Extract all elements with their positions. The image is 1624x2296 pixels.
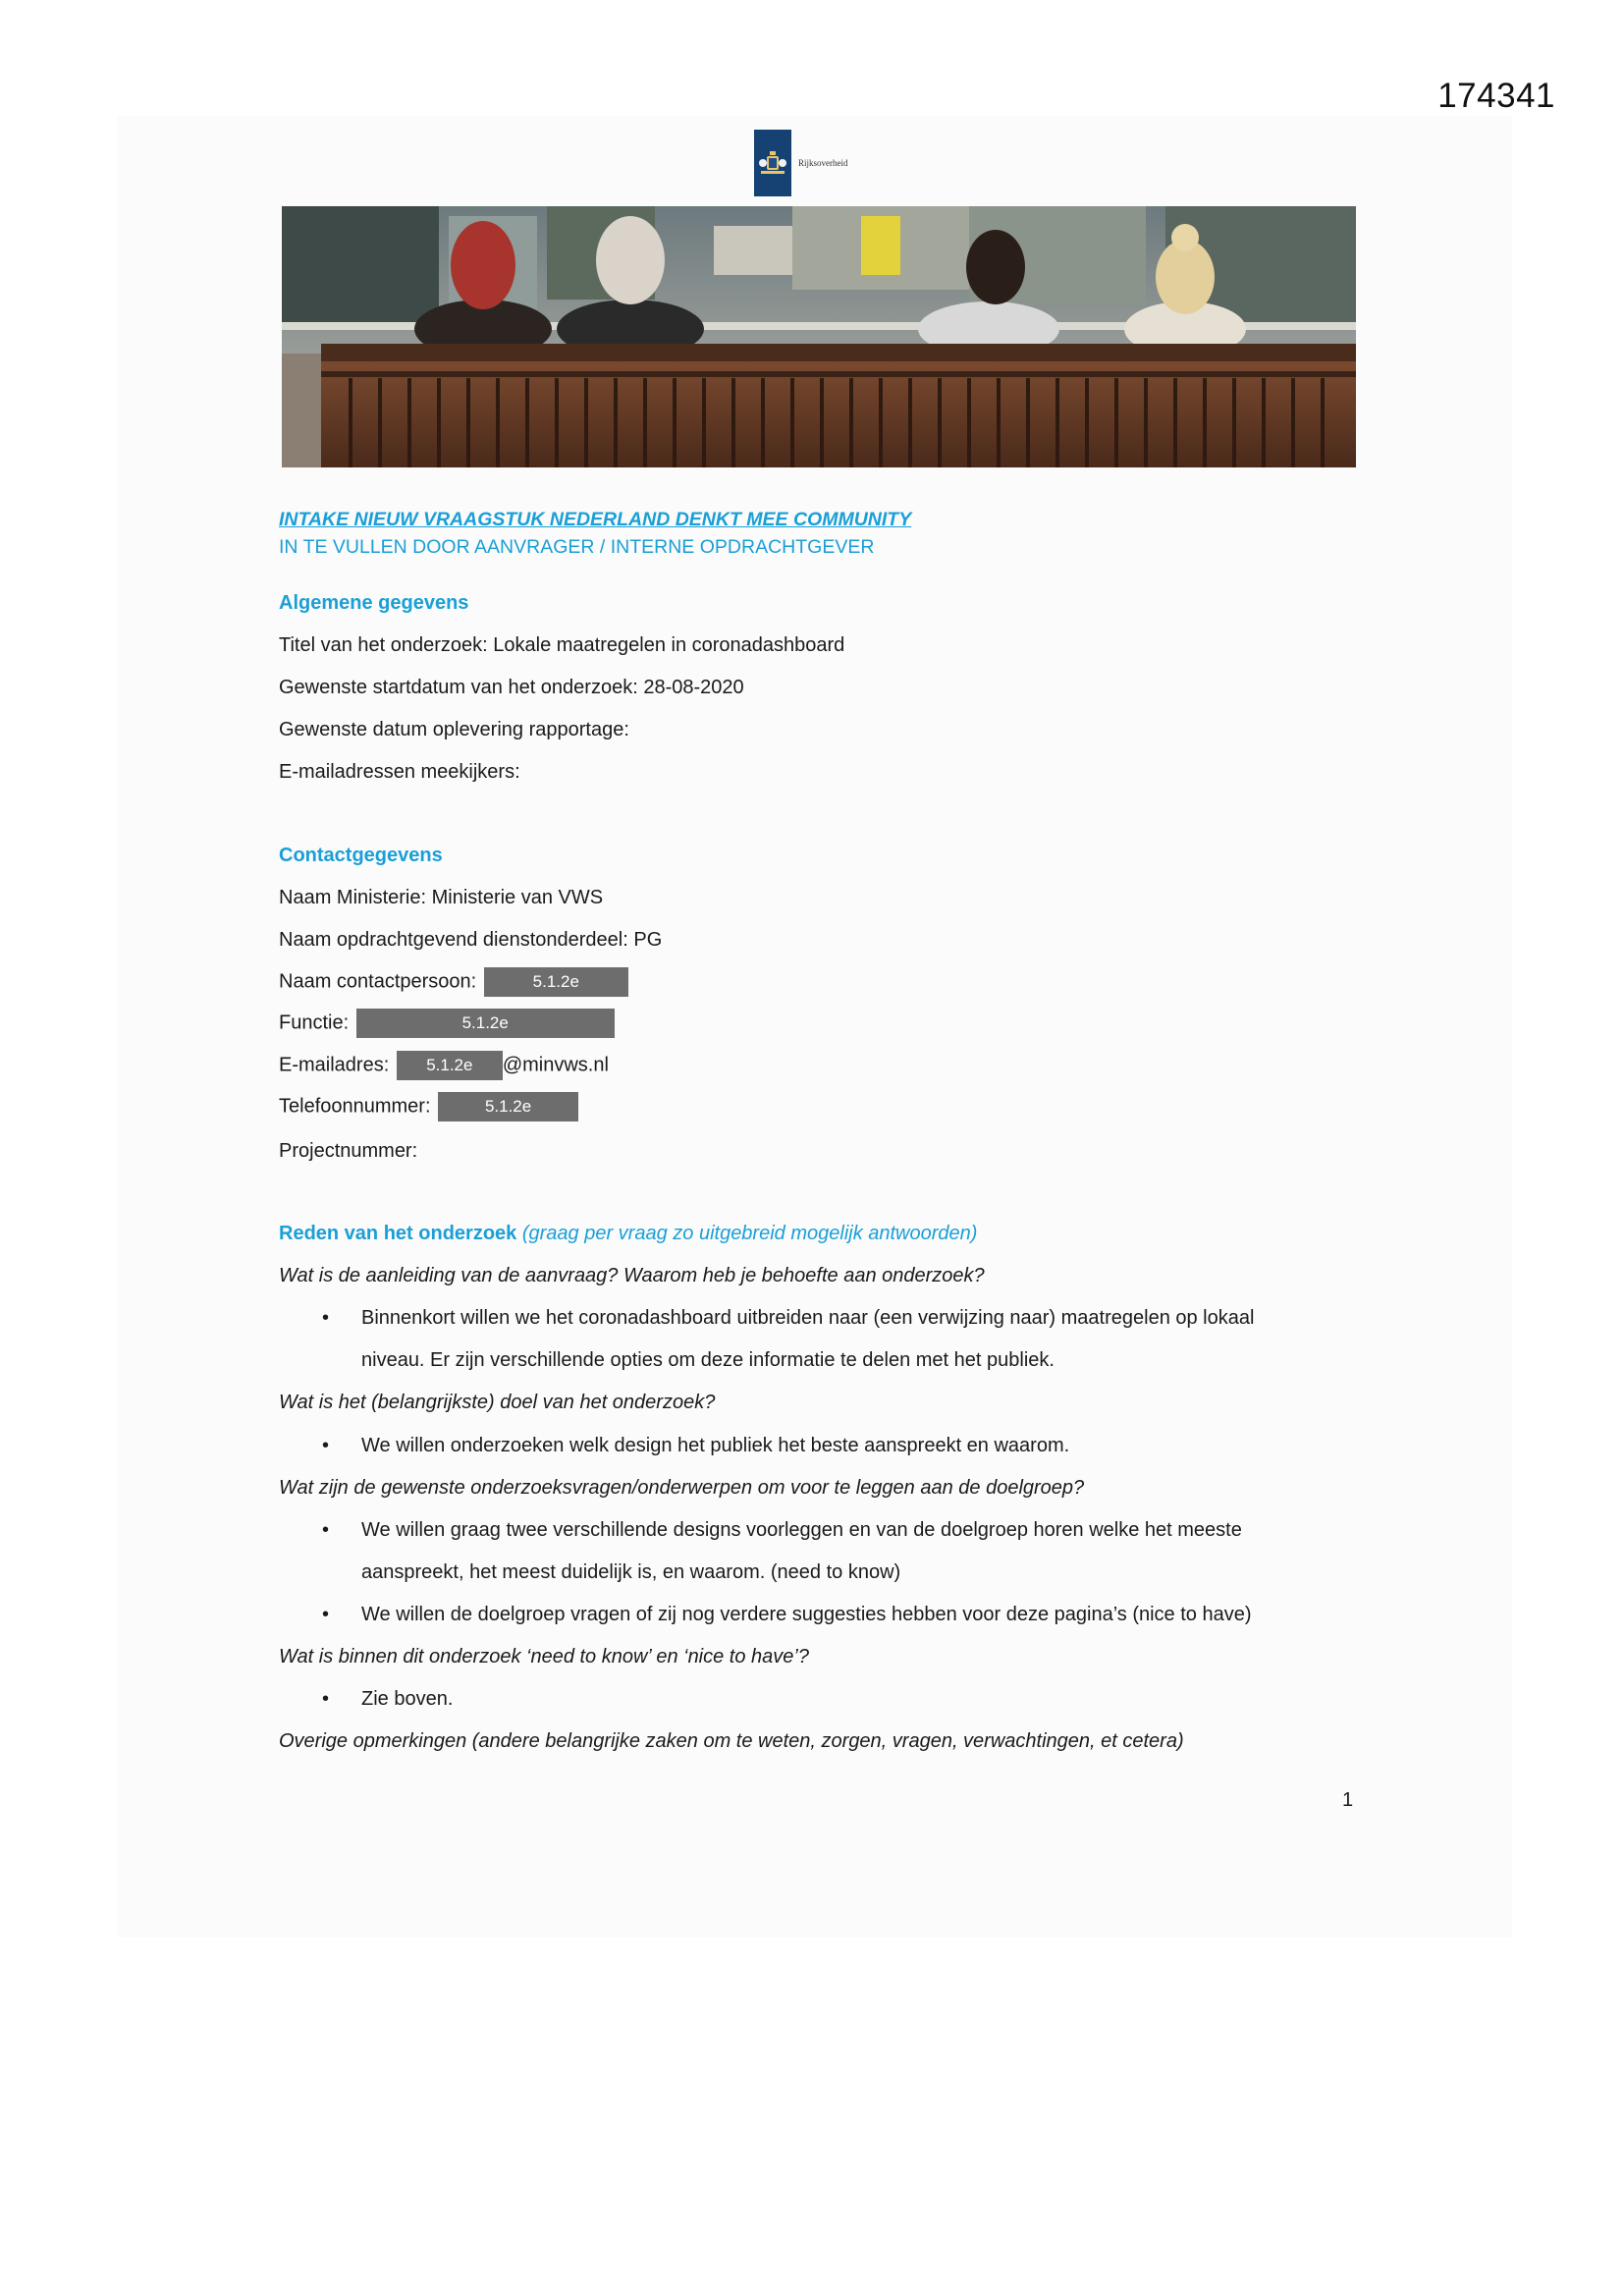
redaction-box: 5.1.2e [438,1092,578,1121]
email-domain: @minvws.nl [502,1054,609,1076]
section-heading-contact: Contactgegevens [279,845,443,866]
field-telefoon [279,1092,578,1121]
answer-text: We willen onderzoeken welk design het publiek het beste aanspreekt en waarom. [361,1435,1070,1456]
field-titel: Titel van het onderzoek: Lokale maatregelen in coronadashboard [279,634,845,656]
bullet-icon: • [322,1688,330,1710]
redaction-box: 5.1.2e [356,1009,615,1038]
answer-text: aanspreekt, het meest duidelijk is, en waarom. (need to know) [361,1561,901,1583]
section-heading-reden [279,1221,977,1246]
page-number: 1 [1342,1789,1354,1811]
field-ministerie: Naam Ministerie: Ministerie van VWS [279,887,604,908]
logo-text: Rijksoverheid [798,158,848,168]
section-heading-algemeen: Algemene gegevens [279,592,469,614]
bullet-icon: • [322,1435,330,1456]
redaction-box: 5.1.2e [484,967,628,997]
reden-note: (graag per vraag zo uitgebreid mogelijk antwoorden) [521,1223,978,1244]
bullet-icon: • [322,1604,330,1625]
answer-text: We willen graag twee verschillende designs voorleggen en van de doelgroep horen welke het meeste [361,1519,1242,1541]
question-overige: Overige opmerkingen (andere belangrijke zaken om te weten, zorgen, vragen, verwachtingen, et cetera) [279,1730,1184,1752]
field-email [279,1051,609,1080]
field-dienstonderdeel: Naam opdrachtgevend dienstonderdeel: PG [279,929,663,951]
field-startdatum: Gewenste startdatum van het onderzoek: 28-08-2020 [279,677,744,698]
field-contactpersoon [279,967,628,997]
answer-text: We willen de doelgroep vragen of zij nog verdere suggesties hebben voor deze pagina’s (nice to have) [361,1604,1252,1625]
functie-label: Functie: [279,1011,350,1034]
answer-text: niveau. Er zijn verschillende opties om deze informatie te delen met het publiek. [361,1349,1055,1371]
email-label: E-mailadres: [279,1054,390,1076]
banner-photo [282,206,1356,467]
coat-of-arms-icon [754,130,791,196]
question-doel: Wat is het (belangrijkste) doel van het onderzoek? [279,1392,716,1413]
redaction-box: 5.1.2e [397,1051,503,1080]
intake-title: INTAKE NIEUW VRAAGSTUK NEDERLAND DENKT MEE COMMUNITY [279,509,912,530]
answer-text: Zie boven. [361,1688,454,1710]
telefoon-label: Telefoonnummer: [279,1095,431,1118]
document-number: 174341 [1437,77,1555,115]
bullet-icon: • [322,1519,330,1541]
bullet-icon: • [322,1307,330,1329]
question-need-nice: Wat is binnen dit onderzoek ‘need to know’ en ‘nice to have’? [279,1646,809,1667]
rijksoverheid-logo [754,130,848,196]
intake-subtitle: IN TE VULLEN DOOR AANVRAGER / INTERNE OPDRACHTGEVER [279,536,875,558]
field-functie [279,1009,615,1038]
question-aanleiding: Wat is de aanleiding van de aanvraag? Waarom heb je behoefte aan onderzoek? [279,1265,985,1286]
field-projectnummer: Projectnummer: [279,1140,418,1162]
field-oplevering: Gewenste datum oplevering rapportage: [279,719,629,740]
reden-heading: Reden van het onderzoek [279,1223,517,1244]
answer-text: Binnenkort willen we het coronadashboard uitbreiden naar (een verwijzing naar) maatregelen op lokaal [361,1307,1255,1329]
field-meekijkers: E-mailadressen meekijkers: [279,761,520,783]
question-onderzoeksvragen: Wat zijn de gewenste onderzoeksvragen/onderwerpen om voor te leggen aan de doelgroep? [279,1477,1085,1499]
contactpersoon-label: Naam contactpersoon: [279,970,477,993]
